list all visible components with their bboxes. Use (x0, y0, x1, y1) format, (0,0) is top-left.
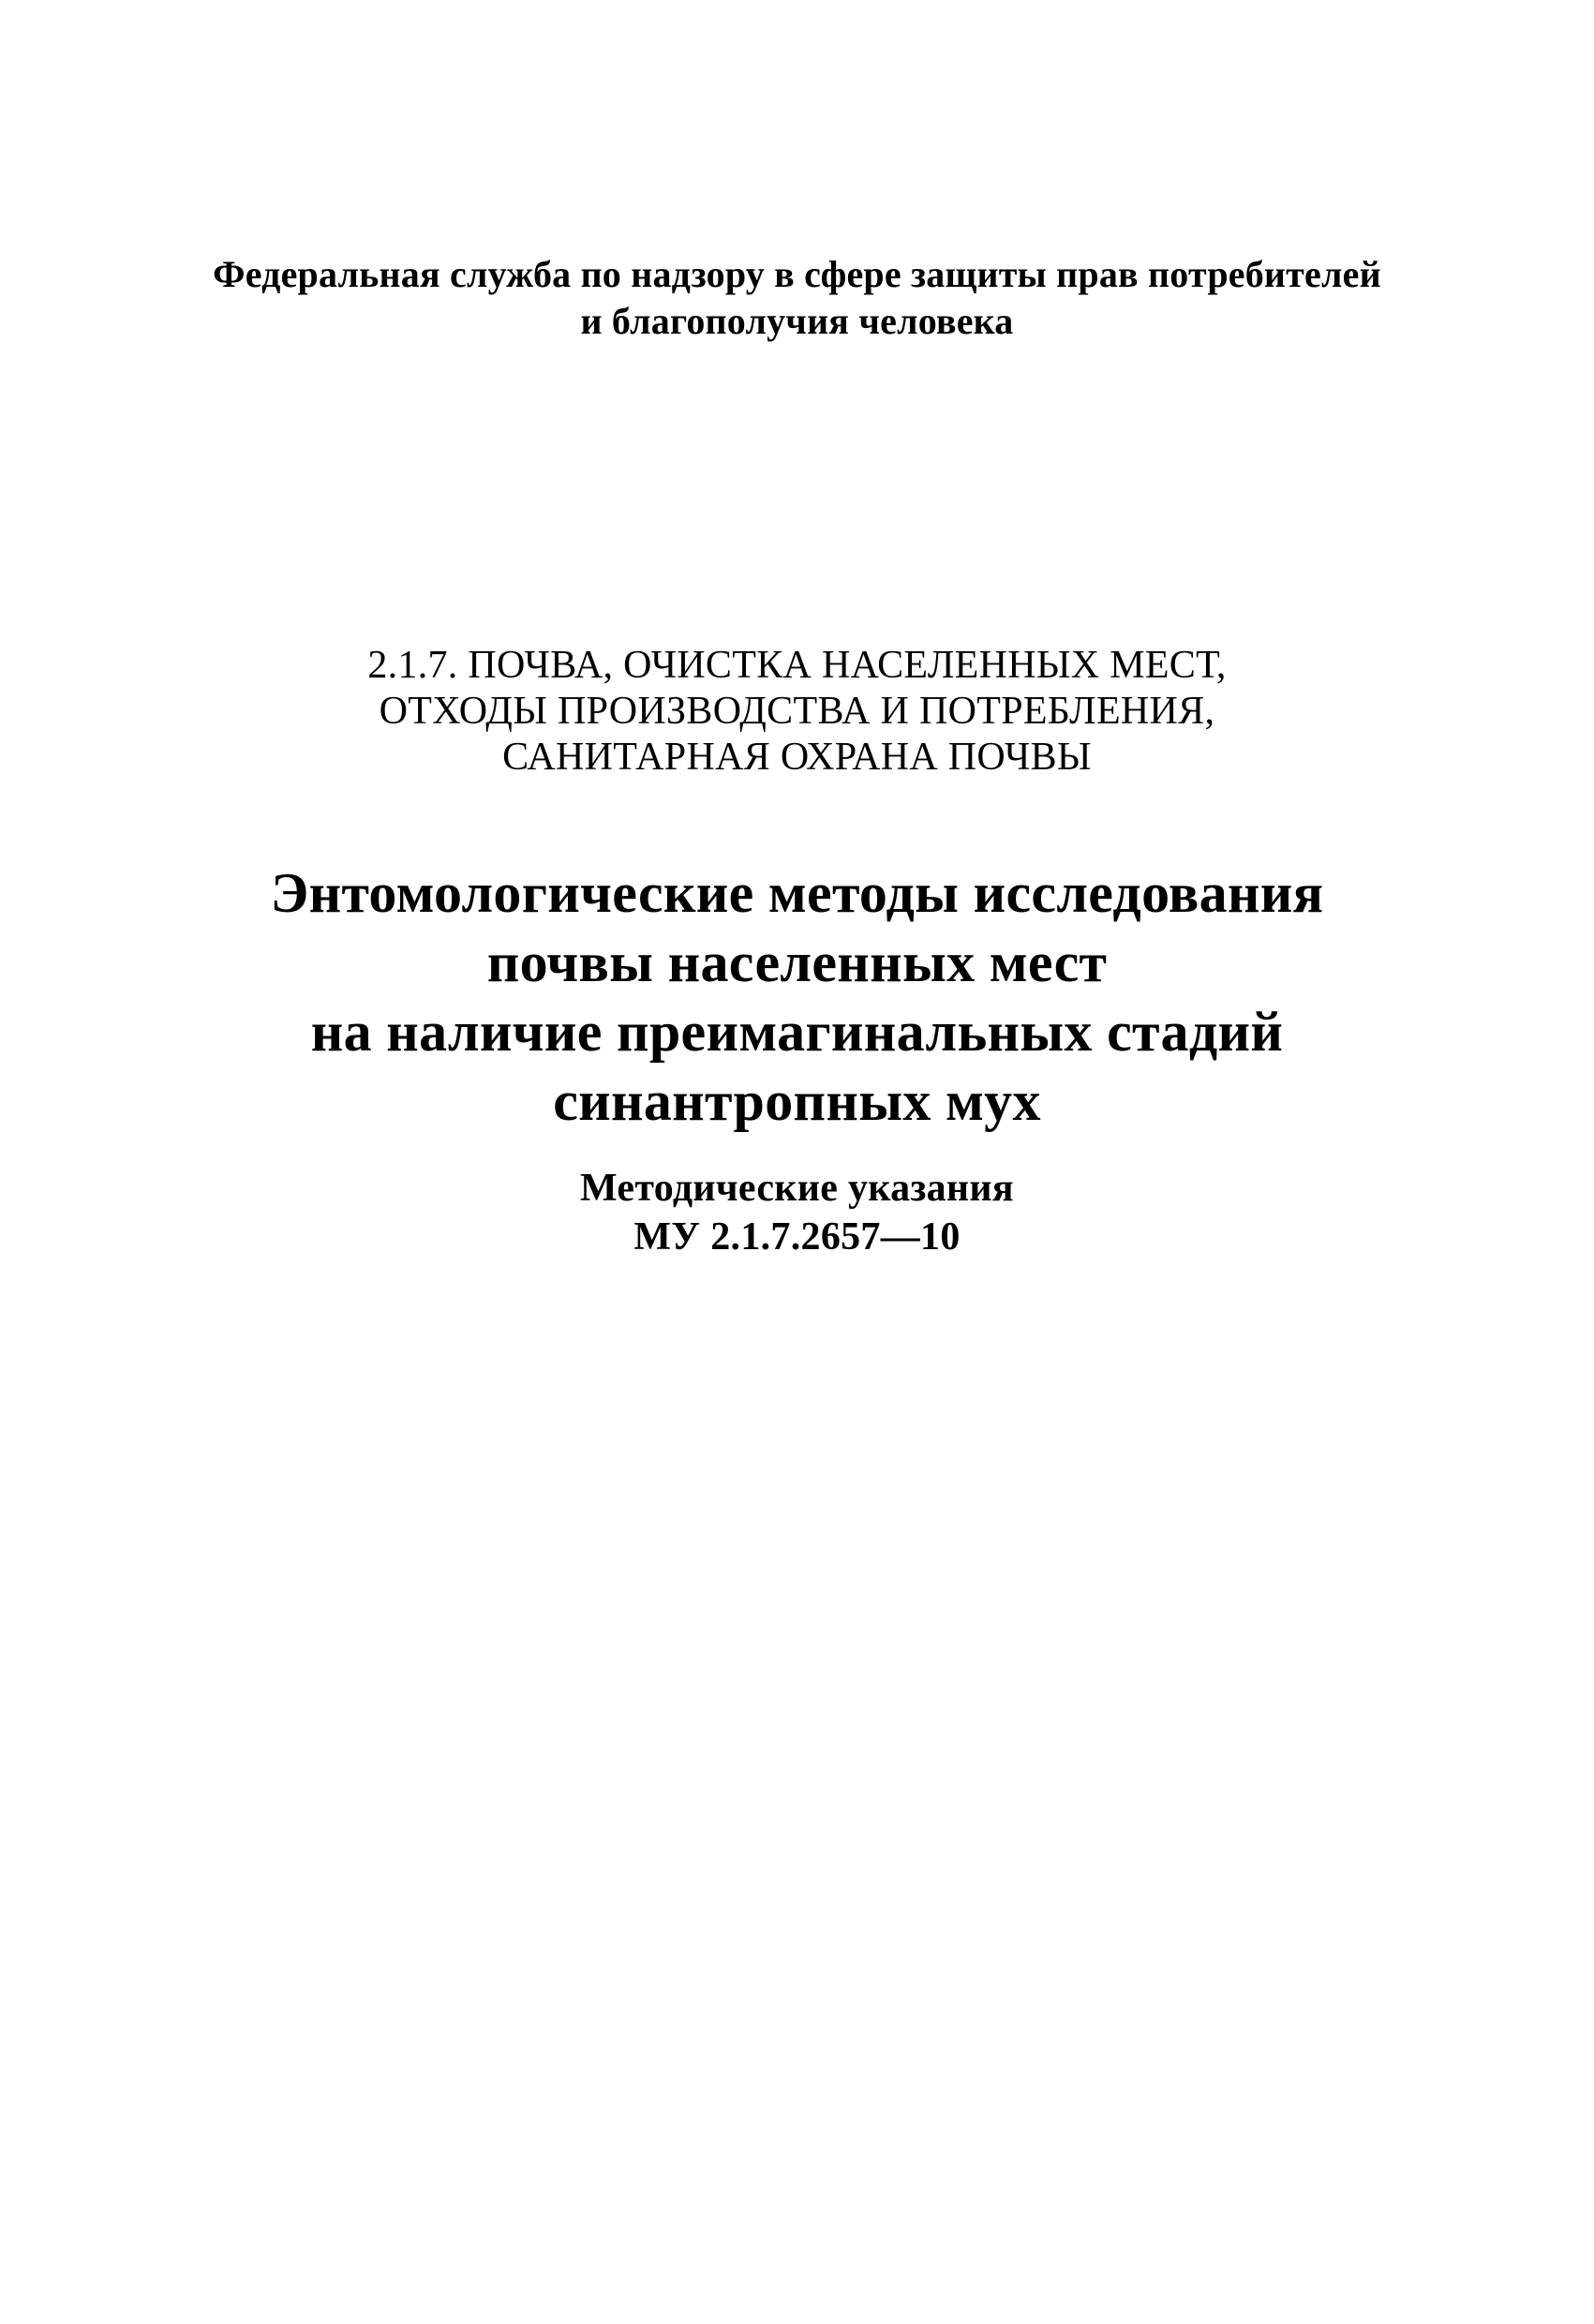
agency-heading (0, 251, 1594, 345)
title-line-4: синантропных мух (553, 1070, 1041, 1132)
document-title (0, 858, 1594, 1136)
agency-line-1: Федеральная служба по надзору в сфере защиты прав потребителей (213, 253, 1381, 295)
title-line-1: Энтомологические методы исследования (270, 862, 1324, 924)
section-heading (0, 643, 1594, 781)
section-line-2: ОТХОДЫ ПРОИЗВОДСТВА И ПОТРЕБЛЕНИЯ, (379, 690, 1215, 733)
section-line-1: 2.1.7. ПОЧВА, ОЧИСТКА НАСЕЛЕННЫХ МЕСТ, (367, 644, 1227, 687)
document-type: Методические указания (580, 1167, 1014, 1210)
section-line-3: САНИТАРНАЯ ОХРАНА ПОЧВЫ (502, 736, 1092, 779)
title-line-3: на наличие преимагинальных стадий (310, 1001, 1284, 1063)
document-code: МУ 2.1.7.2657—10 (633, 1215, 961, 1259)
agency-line-2: и благополучия человека (580, 300, 1014, 342)
document-type-block (0, 1164, 1594, 1261)
title-line-2: почвы населенных мест (486, 931, 1108, 993)
